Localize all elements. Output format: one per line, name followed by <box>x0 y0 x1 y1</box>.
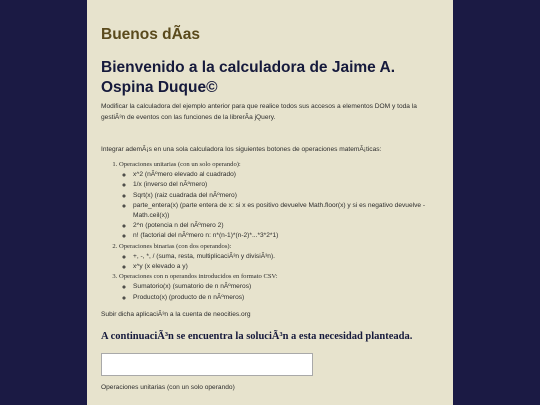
content-panel <box>87 0 453 405</box>
list-item: ◦ Sumatorio(x) (sumatorio de n nÃºmeros) <box>133 282 453 292</box>
operations-group <box>119 242 453 273</box>
calculator-display-input[interactable] <box>101 353 313 376</box>
operations-sublist <box>119 282 453 302</box>
list-item: ◦ x^2 (nÃºmero elevado al cuadrado) <box>133 170 453 180</box>
list-item: ◦ n! (factorial del nÃºmero n: n*(n-1)*(n-2)*...*3*2*1) <box>133 231 453 241</box>
page-title: Bienvenido a la calculadora de Jaime A. Ospina Duque© <box>101 59 396 96</box>
integrar-text: Integrar ademÃ¡s en una sola calculadora los siguientes botones de operaciones matemÃ¡ticas: <box>101 146 382 153</box>
greeting: Buenos dÃas <box>101 26 201 43</box>
operations-sublist <box>119 170 453 241</box>
unary-operations-label: Operaciones unitarias (con un solo operando) <box>101 384 235 391</box>
subir-text: Subir dicha aplicaciÃ³n a la cuenta de neocities.org <box>101 311 251 318</box>
list-item: ◦ 2^n (potencia n del nÃºmero 2) <box>133 221 453 231</box>
list-item: ◦ 1/x (inverso del nÃºmero) <box>133 180 453 190</box>
group-label: Operaciones binarias (con dos operandos): <box>119 242 232 250</box>
operations-group <box>119 272 453 303</box>
operations-group <box>119 160 453 242</box>
operations-list <box>101 160 453 303</box>
list-item: ◦ x^y (x elevado a y) <box>133 262 453 272</box>
list-item: ◦ Sqrt(x) (raiz cuadrada del nÃºmero) <box>133 191 453 201</box>
group-label: Operaciones unitarias (con un solo operando): <box>119 161 241 168</box>
list-item: ◦ +, -, *, / (suma, resta, multiplicaciÃ³n y divisiÃ³n). <box>133 252 453 262</box>
group-label: Operaciones con n operandos introducidos en formato CSV: <box>119 273 278 281</box>
operations-sublist <box>119 252 453 272</box>
intro-text: Modificar la calculadora del ejemplo anterior para que realice todos sus accesos a elementos DOM y toda la gestiÃ³n de eventos con las funciones de la librerÃa jQuery. <box>101 103 417 121</box>
list-item: ◦ Producto(x) (producto de n nÃºmeros) <box>133 293 453 303</box>
solution-heading: A continuaciÃ³n se encuentra la soluciÃ³n a esta necesidad planteada. <box>101 331 413 342</box>
list-item: ◦ parte_entera(x) (parte entera de x: si x es positivo devuelve Math.floor(x) y si es negativo devuelve - Math.ceil(x)) <box>133 201 453 221</box>
